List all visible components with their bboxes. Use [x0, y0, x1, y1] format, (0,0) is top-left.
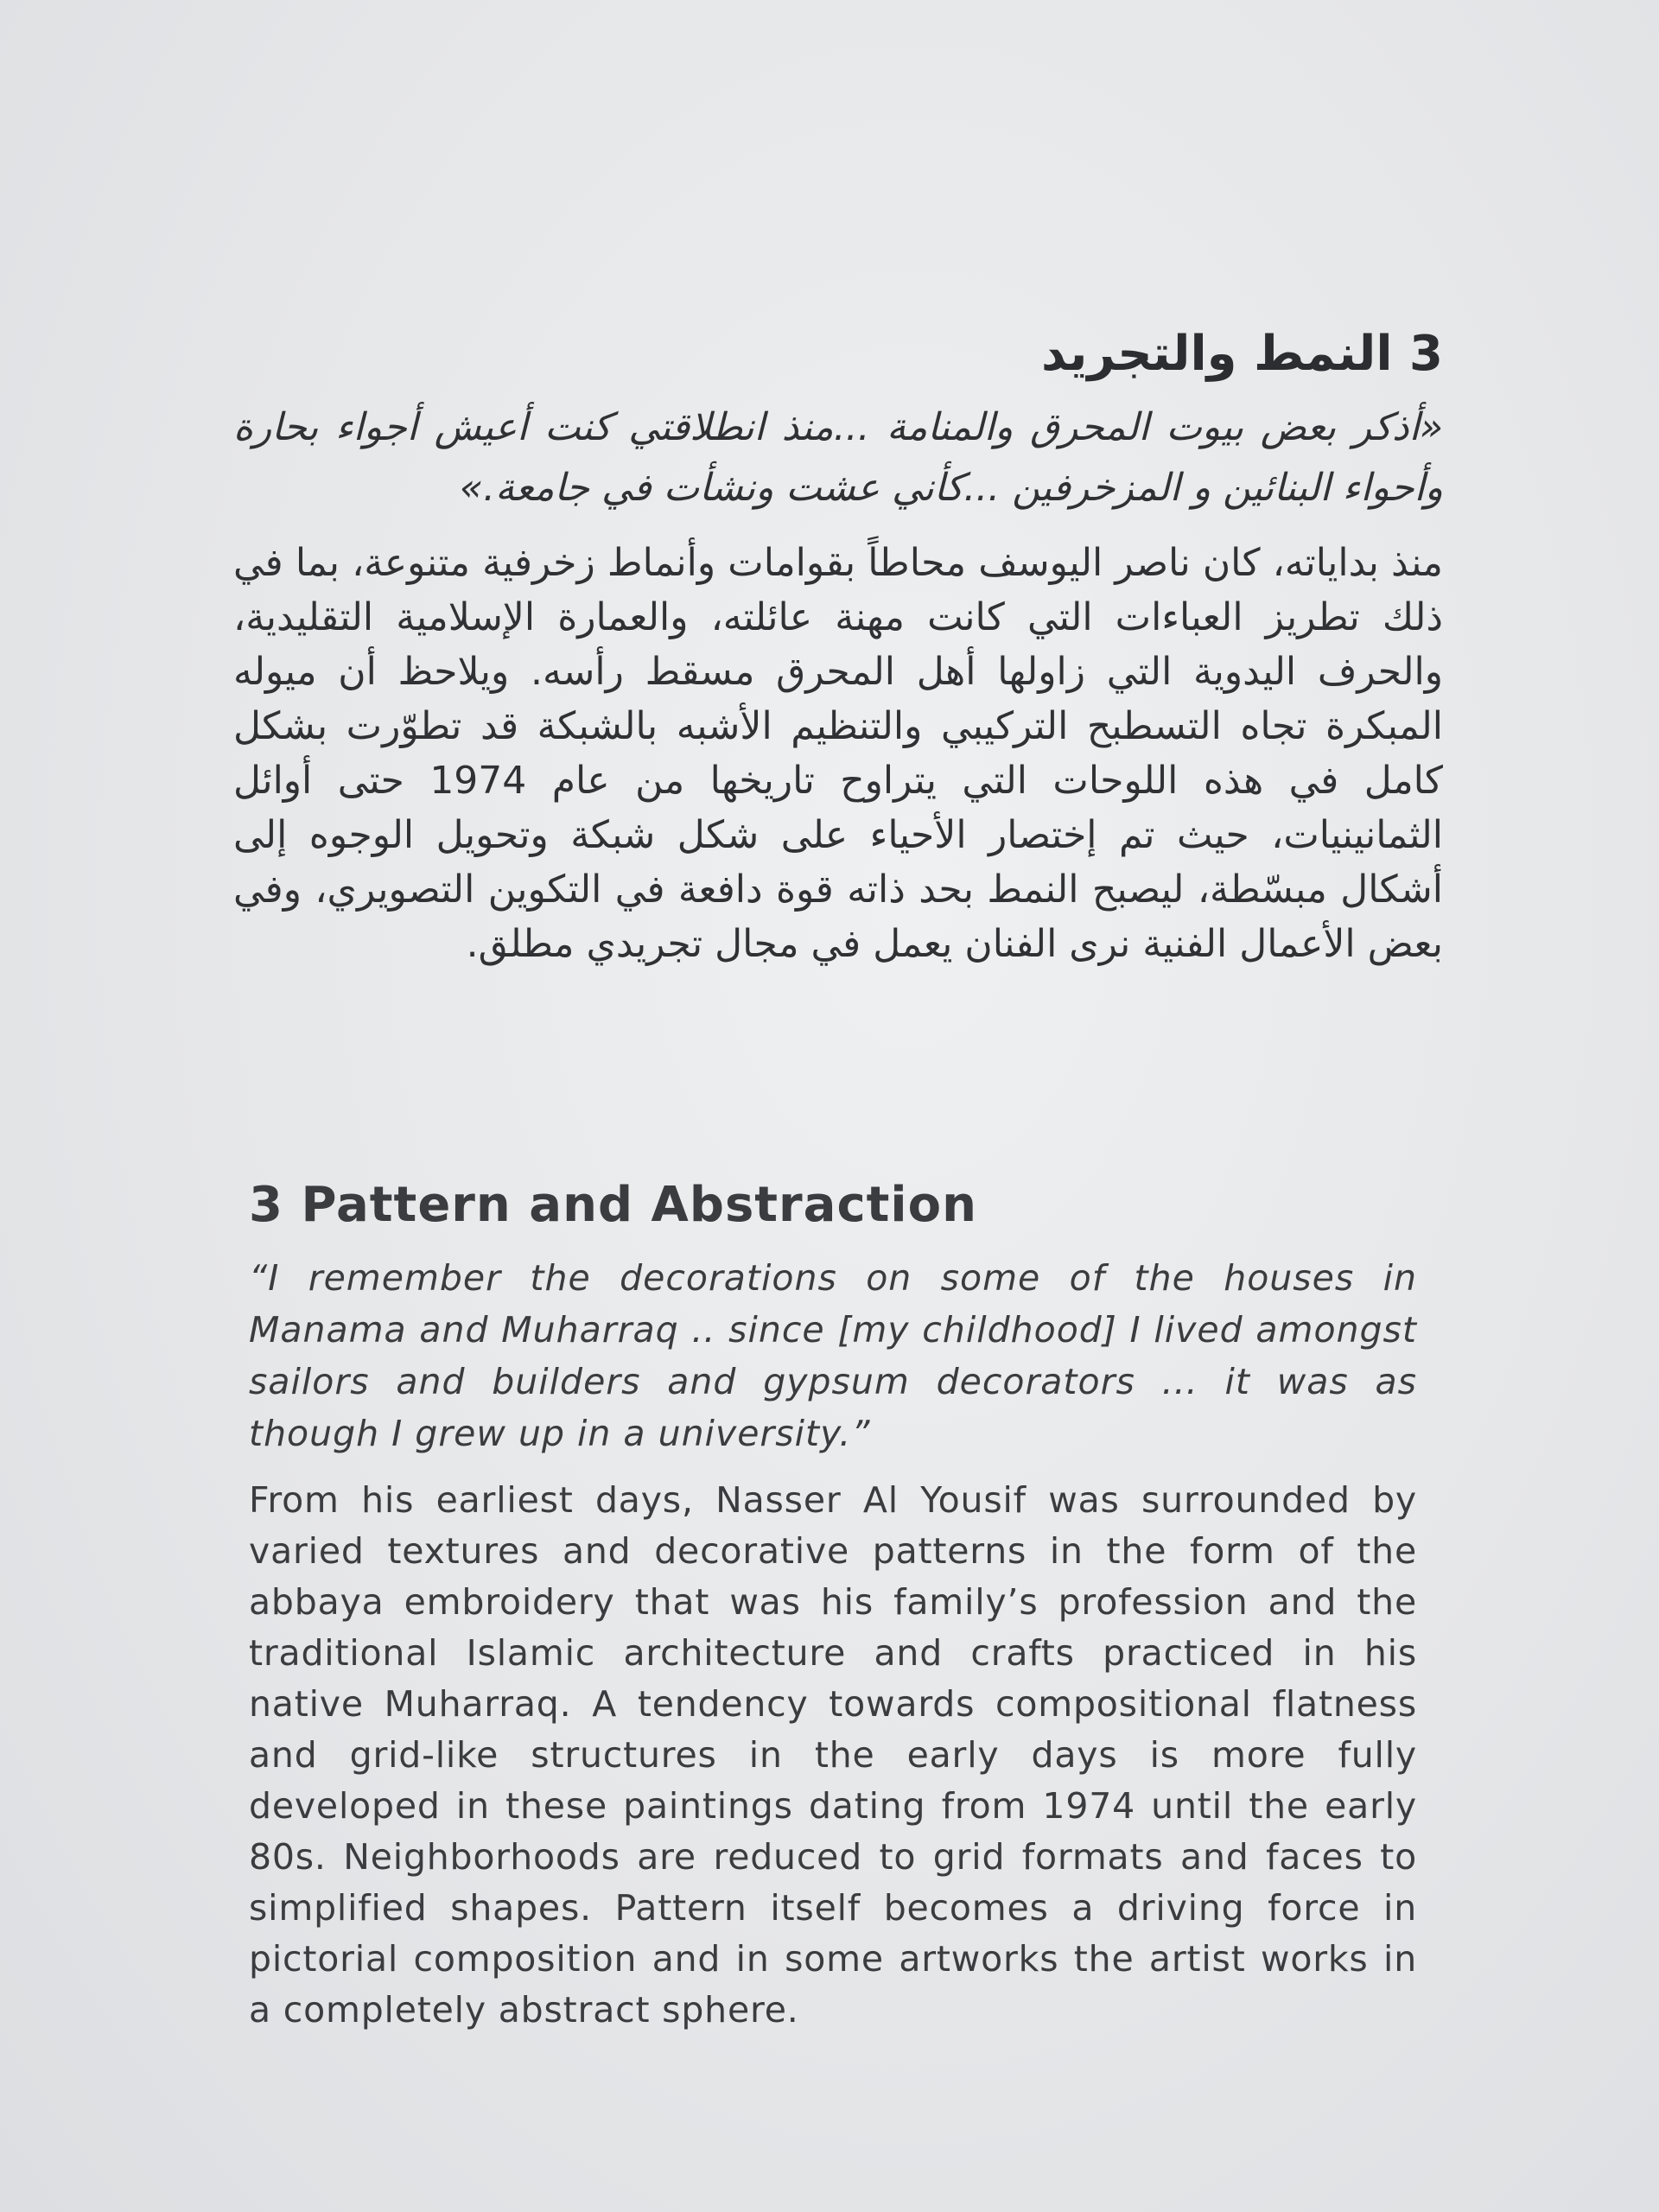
english-section-title: 3 Pattern and Abstraction: [249, 1177, 977, 1233]
arabic-section: [233, 320, 1443, 971]
english-body-text: From his earliest days, Nasser Al Yousif was surrounded by varied textures and decorative patterns in the form of the abbaya embroidery that was his family’s profession and the traditional Islamic architecture and crafts practiced in his native Muharraq. A tendency towards compositional flatness and grid-like structures in the early days is more fully developed in these paintings dating from 1974 until the early 80s. Neighborhoods are reduced to grid formats and faces to simplified shapes. Pattern itself becomes a driving force in pictorial composition and in some artworks the artist works in a completely abstract sphere.: [249, 1479, 1417, 2031]
english-section: [249, 1171, 1417, 2036]
arabic-body-text: منذ بداياته، كان ناصر اليوسف محاطاً بقوامات وأنماط زخرفية متنوعة، بما في ذلك تطريز العباءات التي كانت مهنة عائلته، والعمارة الإسلامية التقليدية، والحرف اليدوية التي زاولها أهل المحرق مسقط رأسه. ويلاحظ أن ميوله المبكرة تجاه التسطبح التركيبي والتنظيم الأشبه بالشبكة قد تطوّرت بشكل كامل في هذه اللوحات التي يتراوح تاريخها من عام 1974 حتى أوائل الثمانينيات، حيث تم إختصار الأحياء على شكل شبكة وتحويل الوجوه إلى أشكال مبسّطة، ليصبح النمط بحد ذاته قوة دافعة في التكوين التصويري، وفي بعض الأعمال الفنية نرى الفنان يعمل في مجال تجريدي مطلق.: [233, 541, 1444, 966]
arabic-quote: «أذكر بعض بيوت المحرق والمنامة ...منذ انطلاقتي كنت أعيش أجواء بحارة وأحواء البنائين و المزخرفين ...كأني عشت ونشأت في جامعة.»: [233, 405, 1443, 510]
arabic-section-title: 3 النمط والتجريد: [1040, 326, 1443, 382]
english-quote: “I remember the decorations on some of the houses in Manama and Muharraq .. since [my childhood] I lived amongst sailors and builders and gypsum decorators ... it was as though I grew up in a university.”: [249, 1257, 1417, 1454]
